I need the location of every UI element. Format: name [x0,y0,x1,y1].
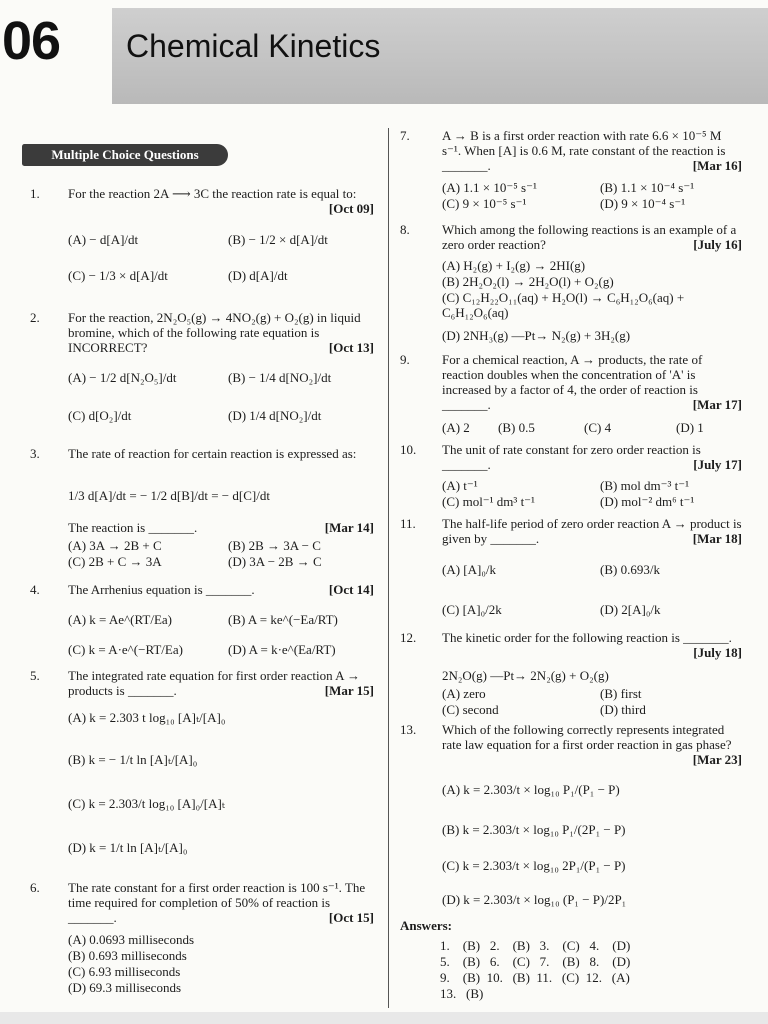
option-d: (D) third [600,702,646,717]
question-text: The unit of rate constant for zero order reaction is _______. [July 17] [442,442,742,472]
answers-row: 5. (B) 6. (C) 7. (B) 8. (D) [440,954,631,969]
option-b: (B) first [600,686,642,701]
chapter-title: Chemical Kinetics [126,28,381,64]
option-a: (A) 3A → 2B + C [68,538,162,553]
exam-tag: [Mar 23] [692,752,742,767]
option-d: (D) 2[A]₀/k [600,602,661,617]
option-c: (C) − 1/3 × d[A]/dt [68,268,168,283]
option-a: (A) k = 2.303 t log₁₀ [A]ₜ/[A]₀ [68,710,226,725]
option-a: (A) t⁻¹ [442,478,478,493]
question-text: A → B is a first order reaction with rate 6.6 × 10⁻⁵ M s⁻¹. When [A] is 0.6 M, rate constant of the reaction is _______. [Mar 16] [442,128,742,173]
reaction-equation: 2N₂O(g) —Pt→ 2N₂(g) + O₂(g) [442,668,609,683]
option-b: (B) − 1/4 d[NO₂]/dt [228,370,332,385]
option-d: (D) k = 2.303/t × log₁₀ (P₁ − P)/2P₁ [442,892,627,907]
chapter-number: 06 [2,11,61,71]
option-a: (A) 1.1 × 10⁻⁵ s⁻¹ [442,180,537,195]
option-c: (C) C₁₂H₂₂O₁₁(aq) + H₂O(l) → C₆H₁₂O₆(aq) + C₆H₁₂O₆(aq) [442,290,685,320]
option-b: (B) A = ke^(−Ea/RT) [228,612,338,627]
answers-row: 9. (B) 10. (B) 11. (C) 12. (A) [440,970,630,985]
option-d: (D) A = k·e^(Ea/RT) [228,642,336,657]
option-b: (B) k = − 1/t ln [A]ₜ/[A]₀ [68,752,198,767]
option-c: (C) k = A·e^(−RT/Ea) [68,642,183,657]
exam-tag: [Mar 15] [324,683,374,698]
question-text: The rate constant for a first order reaction is 100 s⁻¹. The time required for completion of 50% of reaction is _______. [Oct 15] [68,880,374,925]
option-d: (D) 1/4 d[NO₂]/dt [228,408,322,423]
option-d: (D) 1 [676,420,704,435]
page-bottom-edge [0,1012,768,1024]
option-b: (B) − 1/2 × d[A]/dt [228,232,328,247]
option-a: (A) [A]₀/k [442,562,496,577]
option-c: (C) [A]₀/2k [442,602,502,617]
question-subtext: The reaction is _______. [Mar 14] [68,520,374,535]
option-b: (B) 2H₂O₂(l) → 2H₂O(l) + O₂(g) [442,274,614,289]
question-number: 12. [400,630,417,645]
question-text: The integrated rate equation for first order reaction A → products is _______. [Mar 15] [68,668,374,698]
option-c: (C) k = 2.303/t × log₁₀ 2P₁/(P₁ − P) [442,858,626,873]
option-c: (C) 6.93 milliseconds [68,964,181,979]
exam-tag: [July 17] [693,457,742,472]
exam-tag: [Oct 14] [328,582,374,597]
question-number: 8. [400,222,410,237]
question-number: 6. [30,880,40,895]
option-b: (B) 0.5 [498,420,535,435]
question-text: For the reaction, 2N₂O₅(g) → 4NO₂(g) + O₂(g) in liquid bromine, which of the following rate equation is INCORRECT? [Oct 13] [68,310,374,355]
option-b: (B) k = 2.303/t × log₁₀ P₁/(2P₁ − P) [442,822,626,837]
question-text: The Arrhenius equation is _______. [Oct 14] [68,582,374,597]
option-d: (D) 3A − 2B → C [228,554,322,569]
option-a: (A) k = Ae^(RT/Ea) [68,612,172,627]
exam-tag: [Oct 09] [328,201,374,216]
question-number: 4. [30,582,40,597]
option-a: (A) − d[A]/dt [68,232,139,247]
question-text: Which of the following correctly represents integrated rate law equation for a first order reaction in gas phase? [Mar 23] [442,722,742,767]
question-number: 1. [30,186,40,201]
option-d: (D) mol⁻² dm⁶ t⁻¹ [600,494,695,509]
option-c: (C) mol⁻¹ dm³ t⁻¹ [442,494,535,509]
option-b: (B) 0.693/k [600,562,660,577]
option-d: (D) k = 1/t ln [A]ₜ/[A]₀ [68,840,188,855]
option-c: (C) k = 2.303/t log₁₀ [A]₀/[A]ₜ [68,796,226,811]
question-text: The rate of reaction for certain reaction is expressed as: [68,446,357,461]
column-divider [388,128,389,1008]
question-text: For a chemical reaction, A → products, the rate of reaction doubles when the concentration of 'A' is increased by a factor of 4, the order of reaction is _______. [Mar 17] [442,352,742,412]
section-label: Multiple Choice Questions [22,144,228,166]
question-number: 5. [30,668,40,683]
question-text: The half-life period of zero order reaction A → product is given by _______. [Mar 18] [442,516,742,546]
option-b: (B) 1.1 × 10⁻⁴ s⁻¹ [600,180,695,195]
exam-tag: [July 16] [693,237,742,252]
question-number: 13. [400,722,417,737]
option-b: (B) mol dm⁻³ t⁻¹ [600,478,690,493]
exam-tag: [Mar 17] [692,397,742,412]
option-c: (C) second [442,702,499,717]
option-a: (A) H₂(g) + I₂(g) → 2HI(g) [442,258,586,273]
exam-tag: [July 18] [693,645,742,660]
question-number: 7. [400,128,410,143]
question-text: Which among the following reactions is an example of a zero order reaction? [July 16] [442,222,742,252]
exam-tag: [Oct 13] [328,340,374,355]
option-d: (D) d[A]/dt [228,268,288,283]
option-c: (C) 9 × 10⁻⁵ s⁻¹ [442,196,527,211]
question-text: For the reaction 2A ⟶ 3C the reaction rate is equal to: [Oct 09] [68,186,374,216]
option-d: (D) 9 × 10⁻⁴ s⁻¹ [600,196,686,211]
question-number: 3. [30,446,40,461]
exam-tag: [Mar 16] [692,158,742,173]
question-number: 10. [400,442,417,457]
rate-expression: 1/3 d[A]/dt = − 1/2 d[B]/dt = − d[C]/dt [68,488,270,503]
option-a: (A) 0.0693 milliseconds [68,932,195,947]
option-a: (A) k = 2.303/t × log₁₀ P₁/(P₁ − P) [442,782,620,797]
option-d: (D) 2NH₃(g) —Pt→ N₂(g) + 3H₂(g) [442,328,631,343]
option-b: (B) 0.693 milliseconds [68,948,187,963]
option-b: (B) 2B → 3A − C [228,538,321,553]
answers-row: 1. (B) 2. (B) 3. (C) 4. (D) [440,938,631,953]
option-c: (C) d[O₂]/dt [68,408,132,423]
question-number: 11. [400,516,416,531]
exam-tag: [Oct 15] [328,910,374,925]
answers-heading: Answers: [400,918,452,933]
option-a: (A) 2 [442,420,470,435]
option-d: (D) 69.3 milliseconds [68,980,182,995]
exam-tag: [Mar 14] [324,520,374,535]
question-number: 2. [30,310,40,325]
option-a: (A) − 1/2 d[N₂O₅]/dt [68,370,177,385]
answers-row: 13. (B) [440,986,484,1001]
question-number: 9. [400,352,410,367]
option-a: (A) zero [442,686,486,701]
option-c: (C) 4 [584,420,612,435]
option-c: (C) 2B + C → 3A [68,554,162,569]
exam-tag: [Mar 18] [692,531,742,546]
question-text: The kinetic order for the following reaction is _______. [July 18] [442,630,742,660]
